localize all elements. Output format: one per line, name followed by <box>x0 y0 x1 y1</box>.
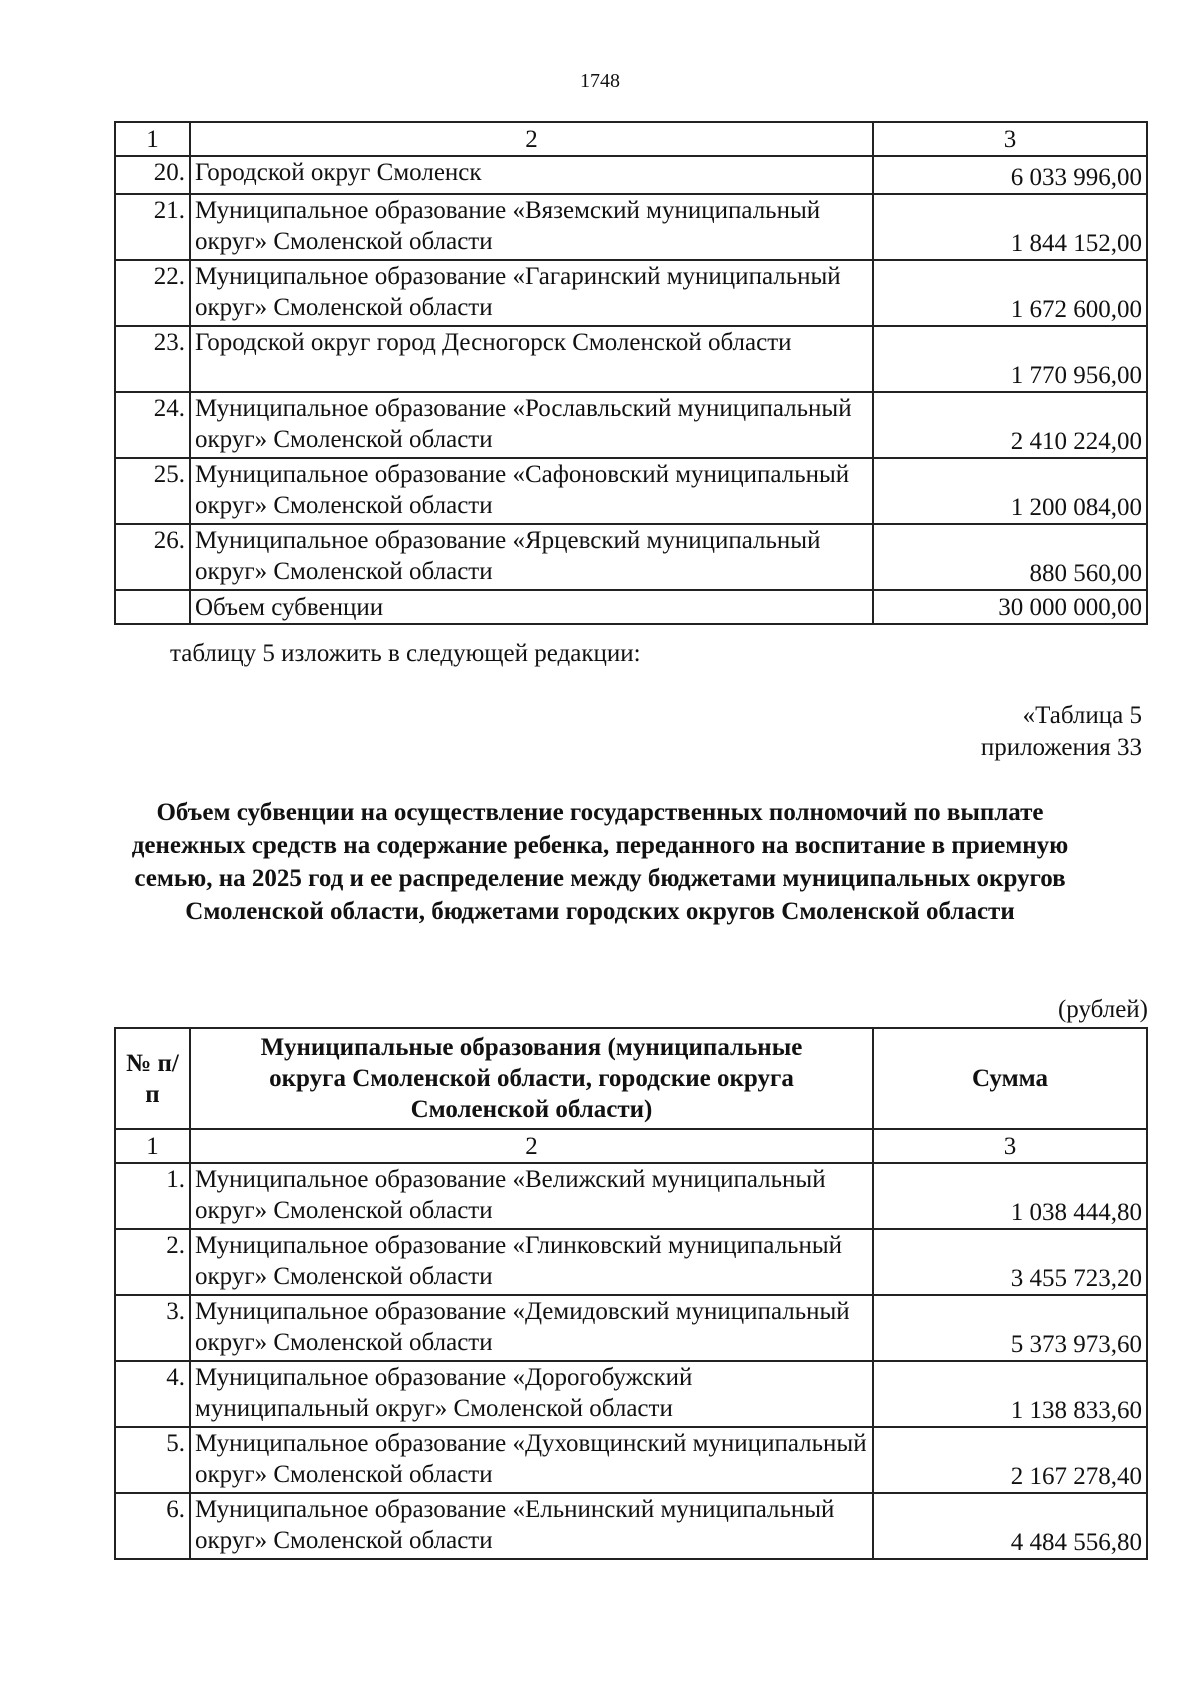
row-name: Городской округ город Десногорск Смоленской области <box>190 326 873 392</box>
total-label: Объем субвенции <box>190 590 873 624</box>
row-sum: 2 167 278,40 <box>873 1427 1147 1493</box>
header-row <box>115 1028 1147 1129</box>
table-row <box>115 1295 1147 1361</box>
appendix-reference: приложения 33 <box>980 734 1142 761</box>
row-name: Муниципальное образование «Ярцевский муниципальный округ» Смоленской области <box>190 524 873 590</box>
table-row <box>115 524 1147 590</box>
row-number: 6. <box>115 1493 190 1559</box>
col-number: 2 <box>190 122 873 156</box>
row-sum: 1 770 956,00 <box>873 326 1147 392</box>
col-number: 1 <box>115 1129 190 1163</box>
table-row <box>115 392 1147 458</box>
col-number: 2 <box>190 1129 873 1163</box>
row-number <box>115 590 190 624</box>
row-number: 23. <box>115 326 190 392</box>
table-row <box>115 458 1147 524</box>
row-number: 1. <box>115 1163 190 1229</box>
row-number: 4. <box>115 1361 190 1427</box>
row-name: Городской округ Смоленск <box>190 156 873 194</box>
row-sum: 1 200 084,00 <box>873 458 1147 524</box>
header-sum: Сумма <box>873 1028 1147 1129</box>
row-sum: 1 138 833,60 <box>873 1361 1147 1427</box>
row-number: 2. <box>115 1229 190 1295</box>
table-row <box>115 1427 1147 1493</box>
row-number: 26. <box>115 524 190 590</box>
row-number: 5. <box>115 1427 190 1493</box>
instruction-text: таблицу 5 изложить в следующей редакции: <box>170 640 641 667</box>
table-row <box>115 260 1147 326</box>
total-sum: 30 000 000,00 <box>873 590 1147 624</box>
table-row <box>115 1163 1147 1229</box>
row-sum: 880 560,00 <box>873 524 1147 590</box>
row-sum: 5 373 973,60 <box>873 1295 1147 1361</box>
col-number: 1 <box>115 122 190 156</box>
header-municipality: Муниципальные образования (муниципальные округа Смоленской области, городские округа Смоленской области) <box>190 1028 873 1129</box>
row-sum: 3 455 723,20 <box>873 1229 1147 1295</box>
column-number-row <box>115 1129 1147 1163</box>
table-row <box>115 156 1147 194</box>
row-name: Муниципальное образование «Глинковский муниципальный округ» Смоленской области <box>190 1229 873 1295</box>
row-name: Муниципальное образование «Демидовский муниципальный округ» Смоленской области <box>190 1295 873 1361</box>
table-row <box>115 1229 1147 1295</box>
row-number: 25. <box>115 458 190 524</box>
row-name: Муниципальное образование «Дорогобужский муниципальный округ» Смоленской области <box>190 1361 873 1427</box>
row-sum: 4 484 556,80 <box>873 1493 1147 1559</box>
row-name: Муниципальное образование «Вяземский муниципальный округ» Смоленской области <box>190 194 873 260</box>
table-row <box>115 194 1147 260</box>
row-number: 21. <box>115 194 190 260</box>
row-sum: 1 672 600,00 <box>873 260 1147 326</box>
row-name: Муниципальное образование «Рославльский муниципальный округ» Смоленской области <box>190 392 873 458</box>
table-row <box>115 1493 1147 1559</box>
table-row <box>115 1361 1147 1427</box>
row-number: 20. <box>115 156 190 194</box>
total-row <box>115 590 1147 624</box>
col-number: 3 <box>873 122 1147 156</box>
table-row <box>115 326 1147 392</box>
row-sum: 1 844 152,00 <box>873 194 1147 260</box>
row-name: Муниципальное образование «Сафоновский муниципальный округ» Смоленской области <box>190 458 873 524</box>
row-name: Муниципальное образование «Духовщинский муниципальный округ» Смоленской области <box>190 1427 873 1493</box>
column-number-row <box>115 122 1147 156</box>
table-reference: «Таблица 5 <box>1022 702 1142 729</box>
row-name: Муниципальное образование «Велижский муниципальный округ» Смоленской области <box>190 1163 873 1229</box>
document-title: Объем субвенции на осуществление государственных полномочий по выплате денежных средств на содержание ребенка, переданного на воспитание в приемную семью, на 2025 год и ее распределение между бюджетами муниципальных округов Смоленской области, бюджетами городских округов Смоленской области <box>131 799 1069 925</box>
header-number: № п/п <box>115 1028 190 1129</box>
col-number: 3 <box>873 1129 1147 1163</box>
row-number: 3. <box>115 1295 190 1361</box>
row-name: Муниципальное образование «Гагаринский муниципальный округ» Смоленской области <box>190 260 873 326</box>
row-sum: 6 033 996,00 <box>873 156 1147 194</box>
page-number: 1748 <box>580 70 620 92</box>
row-sum: 2 410 224,00 <box>873 392 1147 458</box>
row-number: 22. <box>115 260 190 326</box>
row-sum: 1 038 444,80 <box>873 1163 1147 1229</box>
units-label: (рублей) <box>1057 996 1148 1023</box>
row-number: 24. <box>115 392 190 458</box>
table-continued <box>114 121 1148 625</box>
table-5 <box>114 1027 1148 1560</box>
row-name: Муниципальное образование «Ельнинский муниципальный округ» Смоленской области <box>190 1493 873 1559</box>
